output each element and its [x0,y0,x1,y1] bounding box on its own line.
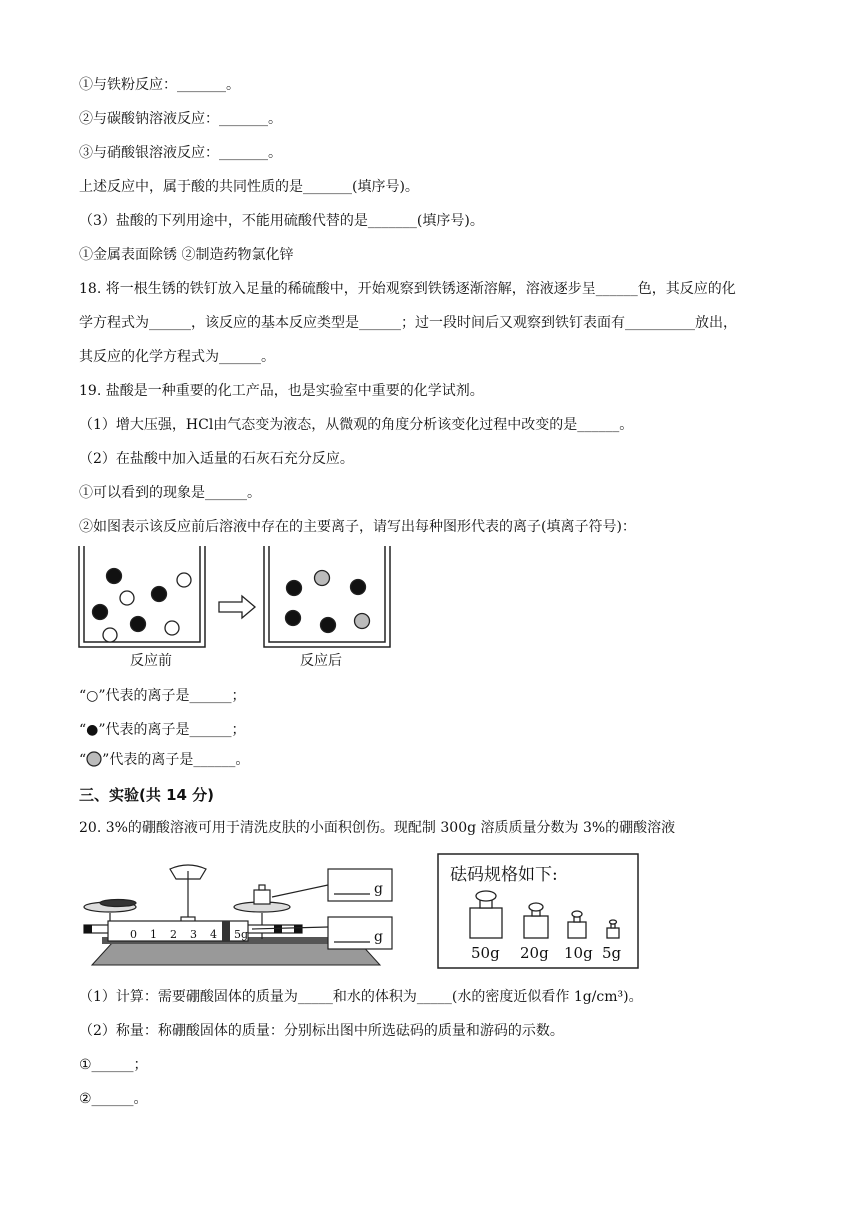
weight-label: 10g [564,944,593,962]
grey-circle-icon [86,751,102,767]
q17-item-iron: ①与铁粉反应：_______。 [79,77,240,93]
pointer [170,865,206,925]
weight-label: 50g [471,944,500,962]
black-ion [131,617,146,632]
ions-before [93,569,192,643]
white-ion [103,628,117,642]
arrow-icon [219,596,255,618]
black-ion [152,587,167,602]
answer-box-unit: g [374,881,383,897]
black-ion [107,569,122,584]
scale-tick: 5g [234,928,249,941]
q19-part2-phenomenon: ①可以看到的现象是______。 [79,485,261,501]
q18-line2: 学方程式为______，该反应的基本反应类型是______；过一段时间后又观察到铁钉表面有__________放出， [79,315,737,331]
q20-answer-1: ①______； [79,1057,148,1073]
black-ion [93,605,108,620]
q20-answer-2: ②______。 [79,1091,148,1107]
q17-common-property: 上述反应中，属于酸的共同性质的是_______(填序号)。 [79,179,419,195]
ions-after [286,571,370,633]
beaker-after-label: 反应后 [300,653,342,669]
q19-part1: （1）增大压强，HCl由气态变为液态，从微观的角度分析该变化过程中改变的是______。 [79,417,634,433]
q19-part2: （2）在盐酸中加入适量的石灰石充分反应。 [79,451,354,467]
q20-part1: （1）计算：需要硼酸固体的质量为_____和水的体积为_____(水的密度近似看作 1g/cm³)。 [79,989,643,1005]
black-ion [287,581,302,596]
answer-box-unit: g [374,929,383,945]
weight-label: 20g [520,944,549,962]
q17-part3-options: ①金属表面除锈 ②制造药物氯化锌 [79,247,294,263]
ion-black-question: “●”代表的离子是______； [79,722,246,738]
black-ion [321,618,336,633]
balance-diagram [78,855,398,970]
grey-ion [355,614,370,629]
scale-tick: 2 [170,928,177,941]
black-ion [351,580,366,595]
section-3-heading: 三、实验(共 14 分) [79,786,215,804]
q19-stem: 19. 盐酸是一种重要的化工产品，也是实验室中重要的化学试剂。 [79,383,484,399]
white-ion [165,621,179,635]
scale-tick: 4 [210,928,217,941]
ion-grey-question [79,750,249,770]
ion-grey-prefix: “ [79,752,87,768]
q17-item-silver-nitrate: ③与硝酸银溶液反应：_______。 [79,145,282,161]
weights-box [436,852,640,970]
q18-line1: 18. 将一根生锈的铁钉放入足量的稀硫酸中，开始观察到铁锈逐渐溶解，溶液逐步呈______色，其反应的化 [79,281,736,297]
q20-part2: （2）称量：称硼酸固体的质量：分别标出图中所选砝码的质量和游码的示数。 [79,1023,564,1039]
ion-grey-suffix: ”代表的离子是______。 [102,752,250,768]
beaker-before [79,546,205,647]
q17-item-sodium-carbonate: ②与碳酸钠溶液反应：_______。 [79,111,282,127]
grey-ion [315,571,330,586]
white-ion [177,573,191,587]
weights-title: 砝码规格如下: [450,865,558,885]
weight-label: 5g [602,944,622,962]
beaker-before-label: 反应前 [130,653,172,669]
beaker-diagram [72,543,402,653]
q19-part2-ions: ②如图表示该反应前后溶液中存在的主要离子，请写出每种图形代表的离子(填离子符号)： [79,519,636,535]
scale-tick: 1 [150,928,157,941]
white-ion [120,591,134,605]
q18-line3: 其反应的化学方程式为______。 [79,349,275,365]
black-ion [286,611,301,626]
ion-white-question: “○”代表的离子是______； [79,688,246,704]
scale-tick: 0 [130,928,137,941]
q20-stem: 20. 3%的硼酸溶液可用于清洗皮肤的小面积创伤。现配制 300g 溶质质量分数为 3%的硼酸溶液 [79,820,676,836]
q17-part3: （3）盐酸的下列用途中，不能用硫酸代替的是_______(填序号)。 [79,213,484,229]
scale-tick: 3 [190,928,197,941]
